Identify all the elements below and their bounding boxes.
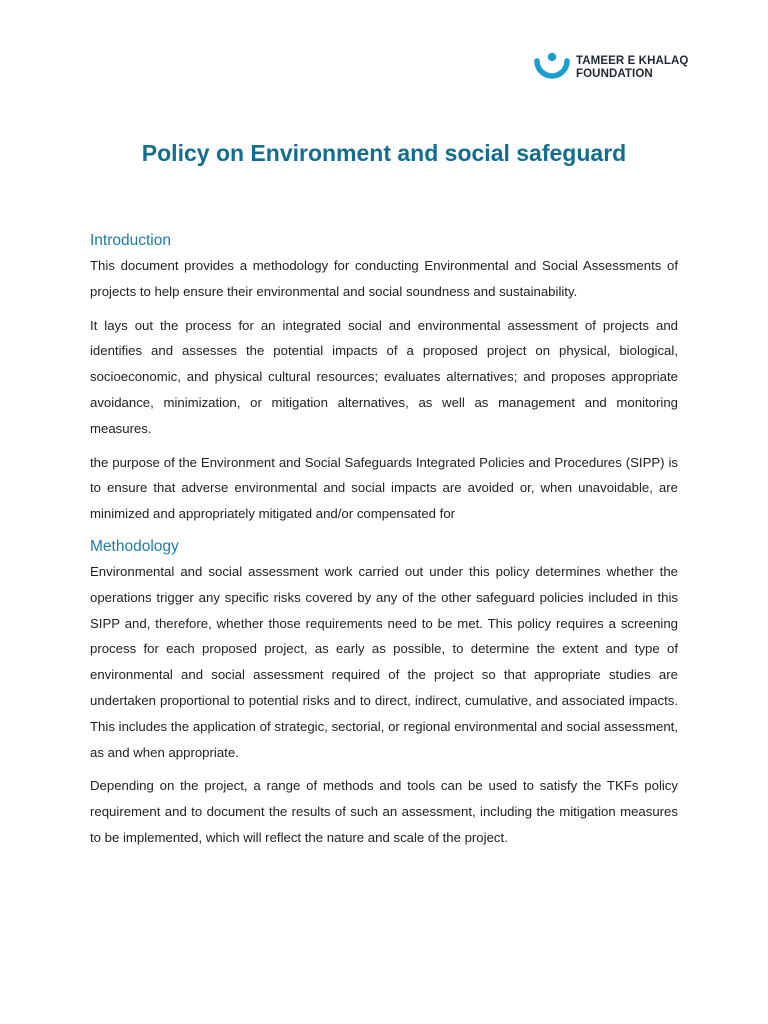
intro-paragraph-1: This document provides a methodology for conducting Environmental and Social Assessments of projects to help ensure their environmental and social soundness and sustainability. <box>90 258 678 299</box>
section-heading-introduction: Introduction <box>90 232 171 249</box>
logo-line-1: TAMEER E KHALAQ <box>576 55 689 67</box>
foundation-logo <box>532 52 688 84</box>
methodology-paragraph-2: Depending on the project, a range of methods and tools can be used to satisfy the TKFs policy requirement and to document the results of such an assessment, including the mitigation measures to be implemented, which will reflect the nature and scale of the project. <box>90 778 678 845</box>
logo-mark-icon <box>532 52 572 84</box>
methodology-section <box>90 535 678 851</box>
methodology-paragraph-1: Environmental and social assessment work carried out under this policy determines whether the operations trigger any specific risks covered by any of the other safeguard policies included in this SIPP and, therefore, whether those requirements need to be met. This policy requires a screening process for each proposed project, as early as possible, to determine the extent and type of environmental and social assessment required of the project so that appropriate studies are undertaken proportional to potential risks and to direct, indirect, cumulative, and associated impacts. This includes the application of strategic, sectorial, or regional environmental and social assessment, as and when appropriate. <box>90 563 678 760</box>
intro-paragraph-3: the purpose of the Environment and Social Safeguards Integrated Policies and Procedures (SIPP) is to ensure that adverse environmental and social impacts are avoided or, when unavoidable, are minimized and appropriately mitigated and/or compensated for <box>90 454 678 522</box>
intro-paragraph-2: It lays out the process for an integrated social and environmental assessment of projects and identifies and assesses the potential impacts of a proposed project on physical, biological, socioeconomic, and physical cultural resources; evaluates alternatives; and proposes appropriate avoidance, minimization, or mitigation alternatives, as well as management and monitoring measures. <box>90 317 678 436</box>
logo-text <box>576 55 688 81</box>
section-heading-methodology: Methodology <box>90 537 179 555</box>
page-title: Policy on Environment and social safeguard <box>141 140 627 166</box>
introduction-section <box>90 229 678 527</box>
document-body <box>90 229 678 859</box>
logo-line-2: FOUNDATION <box>576 68 653 80</box>
